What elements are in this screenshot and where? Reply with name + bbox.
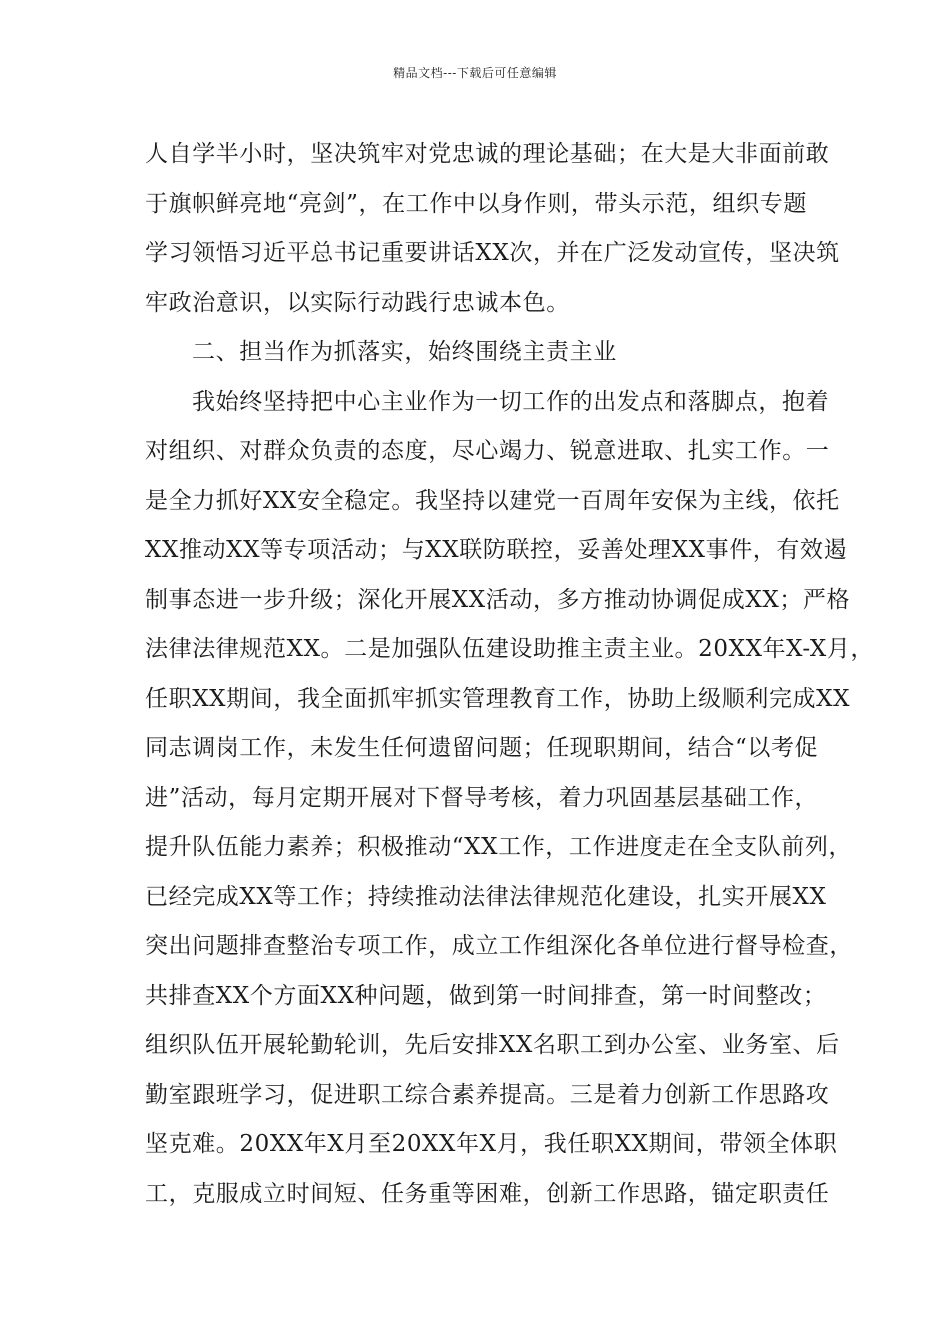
text-line: 法律法律规范XX。二是加强队伍建设助推主责主业。20XX年X-X月， [145, 636, 875, 662]
paragraph-2 [145, 378, 875, 1220]
document-body [145, 130, 875, 1219]
text-line: 制事态进一步升级；深化开展XX活动，多方推动协调促成XX；严格 [145, 586, 851, 613]
text-line: 我始终坚持把中心主业作为一切工作的出发点和落脚点，抱着 [192, 388, 830, 415]
heading-line: 二、担当作为抓落实，始终围绕主责主业 [192, 339, 617, 365]
text-line: XX推动XX等专项活动；与XX联防联控，妥善处理XX事件，有效遏 [145, 537, 848, 563]
text-line: 提升队伍能力素养；积极推动“XX工作，工作进度走在全支队前列， [145, 834, 853, 860]
paragraph-1 [145, 130, 840, 328]
text-line: 勤室跟班学习，促进职工综合素养提高。三是着力创新工作思路攻 [145, 1081, 830, 1108]
text-line: 人自学半小时，坚决筑牢对党忠诚的理论基础；在大是大非面前敢 [145, 141, 830, 167]
text-line: 对组织、对群众负责的态度，尽心竭力、锐意进取、扎实工作。一 [145, 438, 830, 464]
text-line: 牢政治意识，以实际行动践行忠诚本色。 [145, 289, 570, 316]
text-line: 同志调岗工作，未发生任何遗留问题；任现职期间，结合“以考促 [145, 735, 819, 761]
page-header: 精品文档---下载后可任意编辑 [393, 66, 557, 80]
text-line: 坚克难。20XX年X月至20XX年X月，我任职XX期间，带领全体职 [145, 1131, 838, 1157]
text-line: 已经完成XX等工作；持续推动法律法律规范化建设，扎实开展XX [145, 883, 827, 910]
text-line: 突出问题排查整治专项工作，成立工作组深化各单位进行督导检查， [145, 933, 853, 959]
text-line: 任职XX期间，我全面抓牢抓实管理教育工作，协助上级顺利完成XX [145, 685, 851, 712]
text-line: 学习领悟习近平总书记重要讲话XX次，并在广泛发动宣传，坚决筑 [145, 240, 840, 266]
section-heading [145, 328, 815, 378]
text-line: 是全力抓好XX安全稳定。我坚持以建党一百周年安保为主线，依托 [145, 487, 840, 514]
text-line: 组织队伍开展轮勤轮训，先后安排XX名职工到办公室、业务室、后 [145, 1032, 840, 1058]
text-line: 共排查XX个方面XX种问题，做到第一时间排查，第一时间整改； [145, 982, 827, 1009]
text-line: 于旗帜鲜亮地“亮剑”，在工作中以身作则，带头示范，组织专题 [145, 190, 807, 217]
text-line: 工，克服成立时间短、任务重等困难，创新工作思路，锚定职责任 [145, 1180, 830, 1207]
text-line: 进”活动，每月定期开展对下督导考核，着力巩固基层基础工作， [145, 784, 819, 811]
